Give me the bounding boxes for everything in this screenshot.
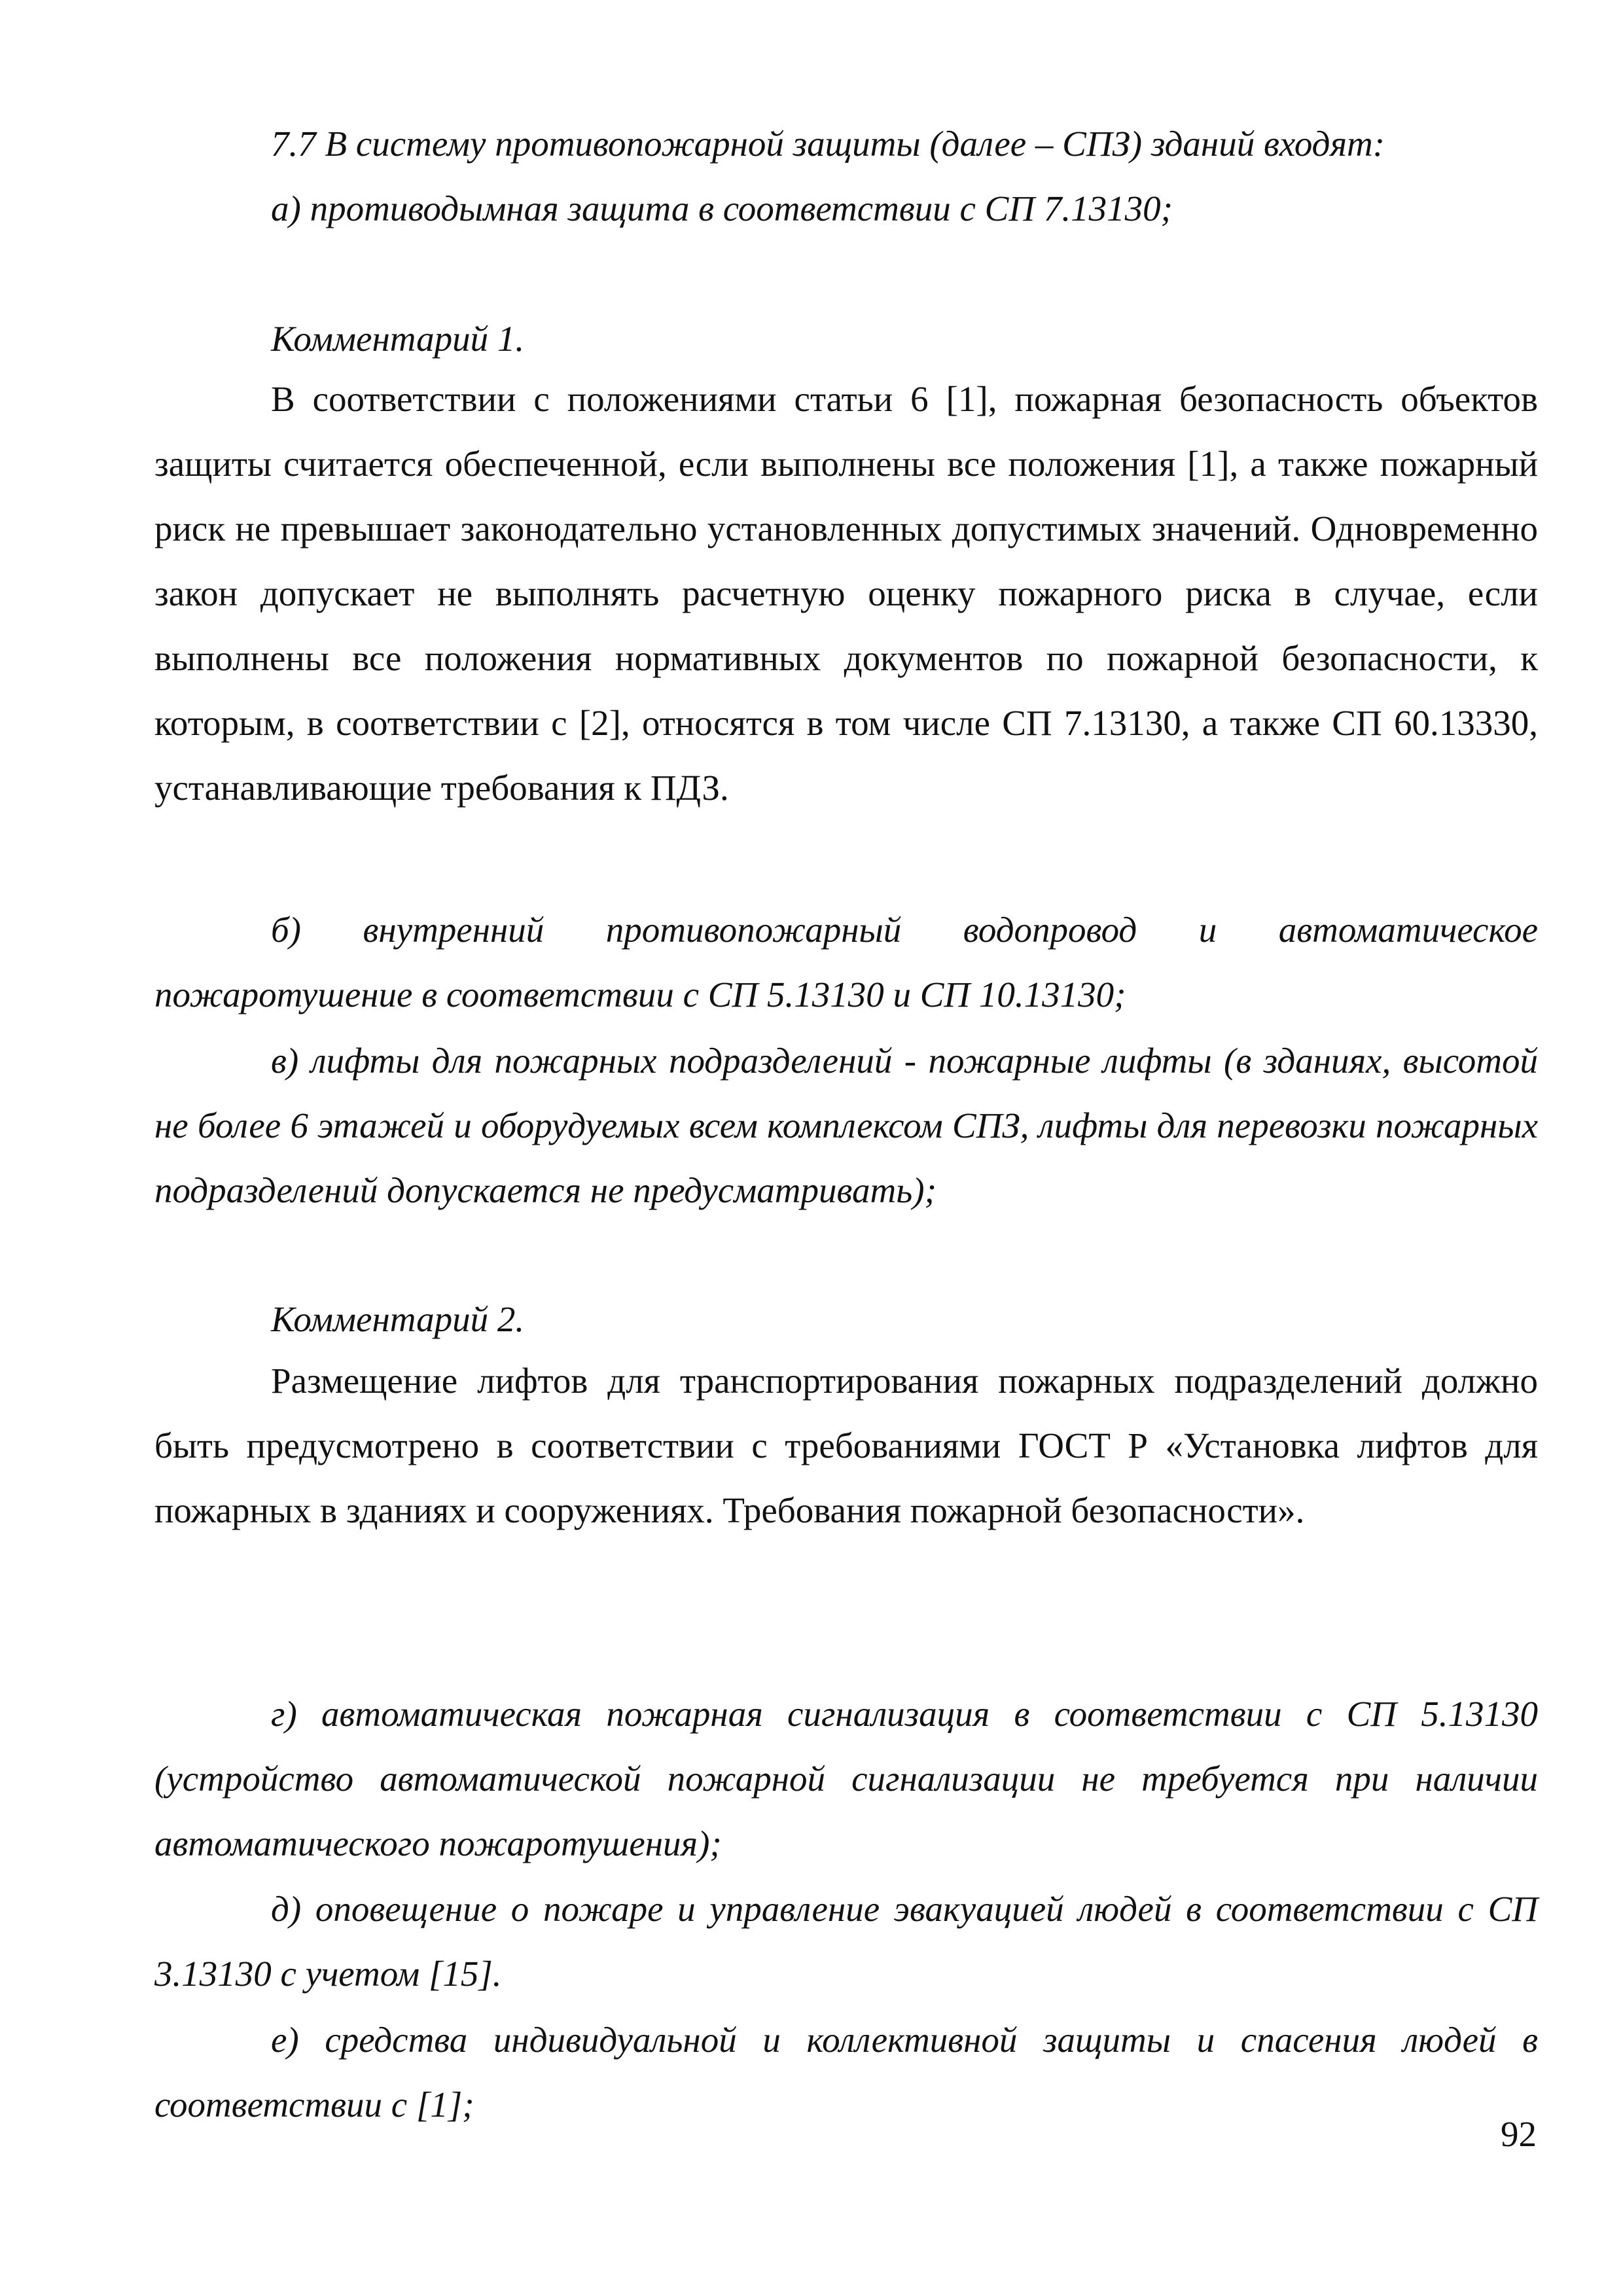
comment-2-title: Комментарий 2. bbox=[271, 1299, 525, 1339]
item-v: в) лифты для пожарных подразделений - пожарные лифты (в зданиях, высотой не более 6 этажей и оборудуемых всем комплексом СПЗ, лифты для перевозки пожарных подразделений допускается не предусматривать); bbox=[154, 1041, 1538, 1210]
item-d: д) оповещение о пожаре и управление эвакуацией людей в соответствии с СП 3.13130 с учетом [15]. bbox=[154, 1889, 1538, 1994]
item-b: б) внутренний противопожарный водопровод и автоматическое пожаротушение в соответствии с СП 5.13130 и СП 10.13130; bbox=[154, 910, 1538, 1014]
section-7-7-heading: 7.7 В систему противопожарной защиты (далее – СПЗ) зданий входят: bbox=[271, 124, 1385, 164]
comment-1-title: Комментарий 1. bbox=[271, 319, 525, 359]
comment-2-body: Размещение лифтов для транспортирования пожарных подразделений должно быть предусмотрено в соответствии с требованиями ГОСТ Р «Установка лифтов для пожарных в зданиях и сооружениях. Требования пожарной безопасности». bbox=[154, 1361, 1538, 1530]
page-number: 92 bbox=[1501, 2114, 1537, 2154]
comment-1-body: В соответствии с положениями статьи 6 [1], пожарная безопасность объектов защиты считается обеспеченной, если выполнены все положения [1], а также пожарный риск не превышает законодательно установленных допустимых значений. Одновременно закон допускает не выполнять расчетную оценку пожарного риска в случае, если выполнены все положения нормативных документов по пожарной безопасности, к которым, в соответствии с [2], относятся в том числе СП 7.13130, а также СП 60.13330, устанавливающие требования к ПДЗ. bbox=[154, 379, 1538, 808]
item-e: е) средства индивидуальной и коллективной защиты и спасения людей в соответствии с [1]; bbox=[154, 2020, 1538, 2125]
item-a: а) противодымная защита в соответствии с СП 7.13130; bbox=[271, 188, 1173, 228]
item-g: г) автоматическая пожарная сигнализация в соответствии с СП 5.13130 (устройство автоматической пожарной сигнализации не требуется при наличии автоматического пожаротушения); bbox=[154, 1694, 1538, 1863]
